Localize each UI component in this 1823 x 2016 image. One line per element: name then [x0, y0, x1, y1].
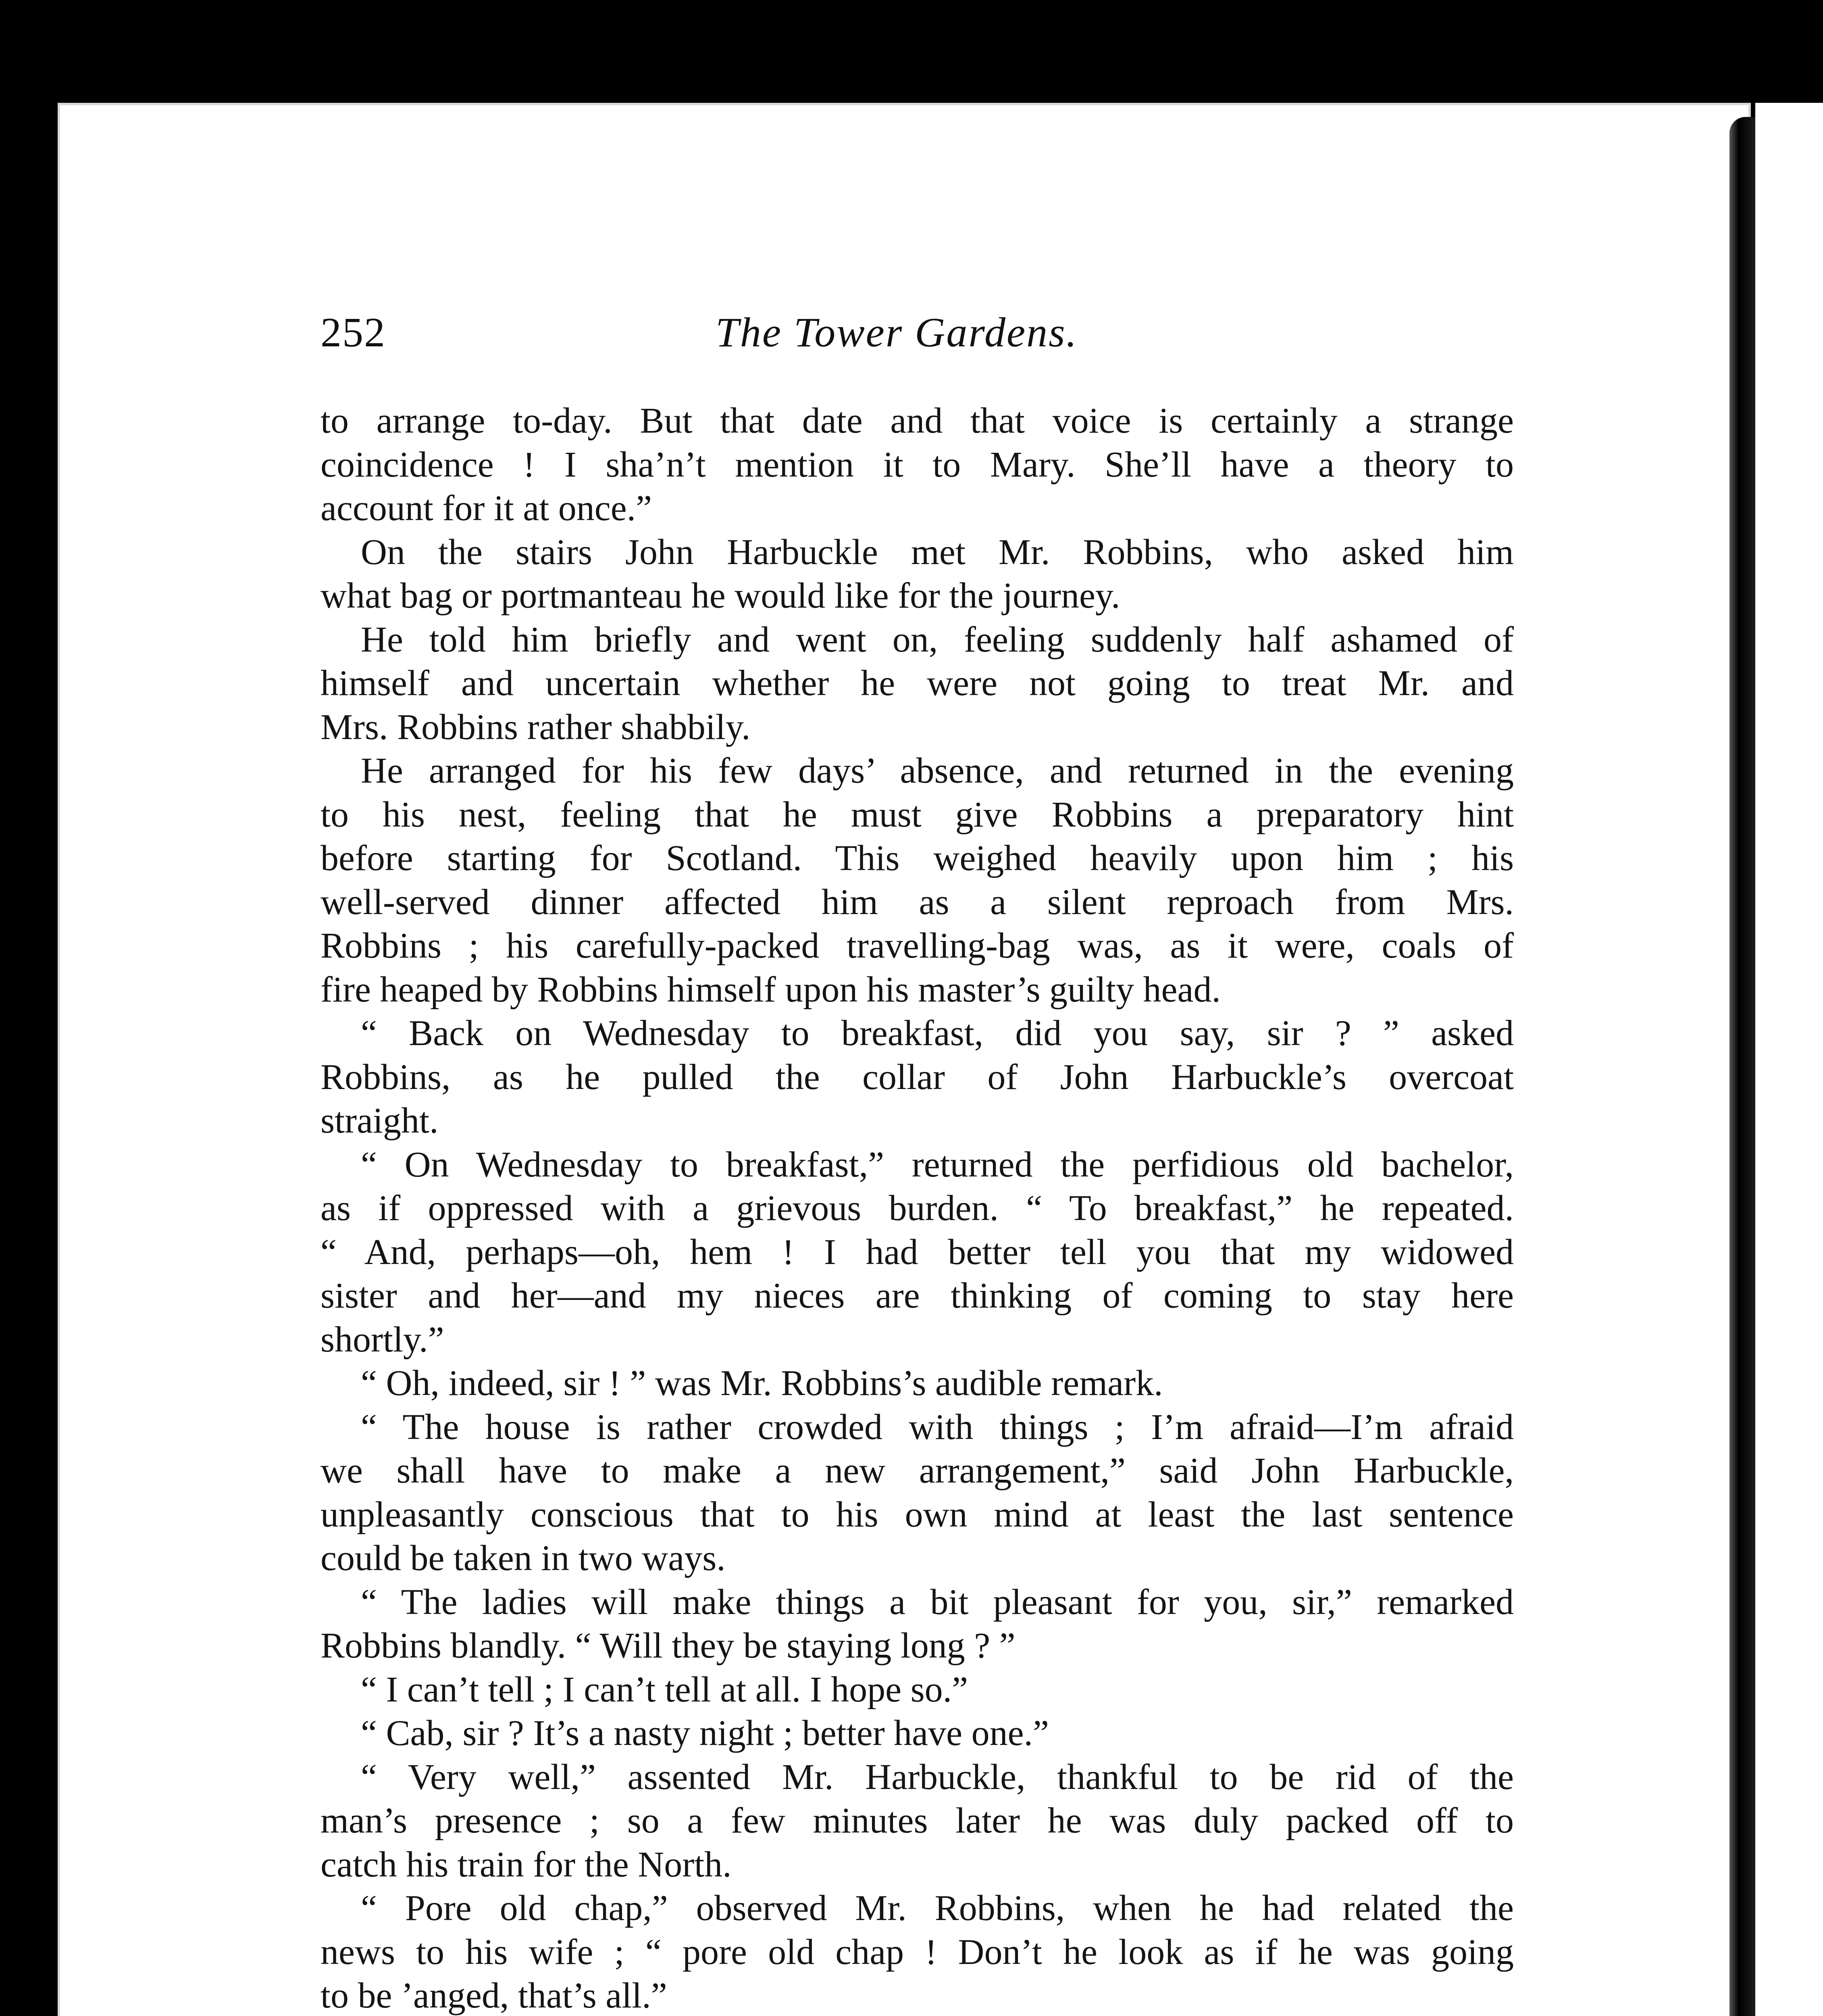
text-line: could be taken in two ways. — [320, 1538, 726, 1578]
paragraph — [320, 531, 1514, 618]
text-line: shortly.” — [320, 1319, 444, 1360]
page-spine-edge — [1729, 117, 1755, 2016]
text-line: what bag or portmanteau he would like for the journey. — [320, 576, 1120, 616]
text-line: “ Oh, indeed, sir ! ” was Mr. Robbins’s audible remark. — [361, 1363, 1163, 1403]
text-line: “ The ladies will make things a bit pleasant for you, sir,” remarked — [361, 1582, 1514, 1622]
text-line: “ Back on Wednesday to breakfast, did you say, sir ? ” asked — [361, 1013, 1514, 1053]
paragraph — [320, 1712, 1514, 1756]
text-line: unpleasantly conscious that to his own mind at least the last sentence — [320, 1494, 1514, 1535]
text-line: He told him briefly and went on, feeling suddenly half ashamed of — [361, 619, 1514, 660]
text-line: we shall have to make a new arrangement,” said John Harbuckle, — [320, 1451, 1514, 1491]
text-line: Robbins, as he pulled the collar of John Harbuckle’s overcoat — [320, 1057, 1514, 1097]
text-line: to arrange to-day. But that date and that voice is certainly a strange — [320, 401, 1514, 441]
text-line: before starting for Scotland. This weighed heavily upon him ; his — [320, 838, 1514, 878]
paragraph — [320, 1668, 1514, 1712]
text-line: “ I can’t tell ; I can’t tell at all. I hope so.” — [361, 1669, 968, 1710]
running-title: The Tower Gardens. — [716, 309, 1078, 356]
text-line: He arranged for his few days’ absence, and returned in the evening — [361, 751, 1514, 791]
text-line: well-served dinner affected him as a silent reproach from Mrs. — [320, 882, 1514, 922]
text-line: straight. — [320, 1101, 439, 1141]
paragraph — [320, 1756, 1514, 1887]
text-line: coincidence ! I sha’n’t mention it to Mary. She’ll have a theory to — [320, 444, 1514, 485]
adjacent-page-strip — [1755, 103, 1823, 2016]
paragraph — [320, 1012, 1514, 1143]
text-line: news to his wife ; “ pore old chap ! Don’t he look as if he was going — [320, 1932, 1514, 1972]
body-text — [320, 399, 1514, 2016]
text-line: On the stairs John Harbuckle met Mr. Robbins, who asked him — [361, 532, 1514, 572]
text-line: “ Pore old chap,” observed Mr. Robbins, when he had related the — [361, 1888, 1514, 1928]
text-line: sister and her—and my nieces are thinking of coming to stay here — [320, 1276, 1514, 1316]
paragraph — [320, 1406, 1514, 1581]
paragraph — [320, 1581, 1514, 1668]
text-line: “ Cab, sir ? It’s a nasty night ; better have one.” — [361, 1713, 1049, 1753]
paragraph — [320, 1362, 1514, 1406]
text-line: Robbins ; his carefully-packed travelling-bag was, as it were, coals of — [320, 926, 1514, 966]
text-line: “ And, perhaps—oh, hem ! I had better tell you that my widowed — [320, 1232, 1514, 1272]
text-line: Robbins blandly. “ Will they be staying long ? ” — [320, 1626, 1016, 1666]
text-line: as if oppressed with a grievous burden. “ To breakfast,” he repeated. — [320, 1188, 1514, 1228]
text-line: catch his train for the North. — [320, 1844, 732, 1885]
text-line: Mrs. Robbins rather shabbily. — [320, 707, 751, 747]
text-line: man’s presence ; so a few minutes later he was duly packed off to — [320, 1801, 1514, 1841]
text-line: “ On Wednesday to breakfast,” returned the perfidious old bachelor, — [361, 1144, 1514, 1185]
text-line: himself and uncertain whether he were not going to treat Mr. and — [320, 663, 1514, 703]
paragraph — [320, 749, 1514, 1012]
text-line: account for it at once.” — [320, 488, 652, 528]
running-head — [320, 308, 1514, 365]
paragraph — [320, 399, 1514, 531]
text-line: fire heaped by Robbins himself upon his master’s guilty head. — [320, 969, 1221, 1010]
paragraph — [320, 1887, 1514, 2016]
text-line: to be ’anged, that’s all.” — [320, 1976, 667, 2016]
text-line: “ Very well,” assented Mr. Harbuckle, thankful to be rid of the — [361, 1757, 1514, 1797]
text-line: “ The house is rather crowded with things ; I’m afraid—I’m afraid — [361, 1407, 1514, 1447]
page-number: 252 — [320, 309, 386, 356]
paragraph — [320, 618, 1514, 750]
text-line: to his nest, feeling that he must give Robbins a preparatory hint — [320, 794, 1514, 835]
paragraph — [320, 1143, 1514, 1362]
